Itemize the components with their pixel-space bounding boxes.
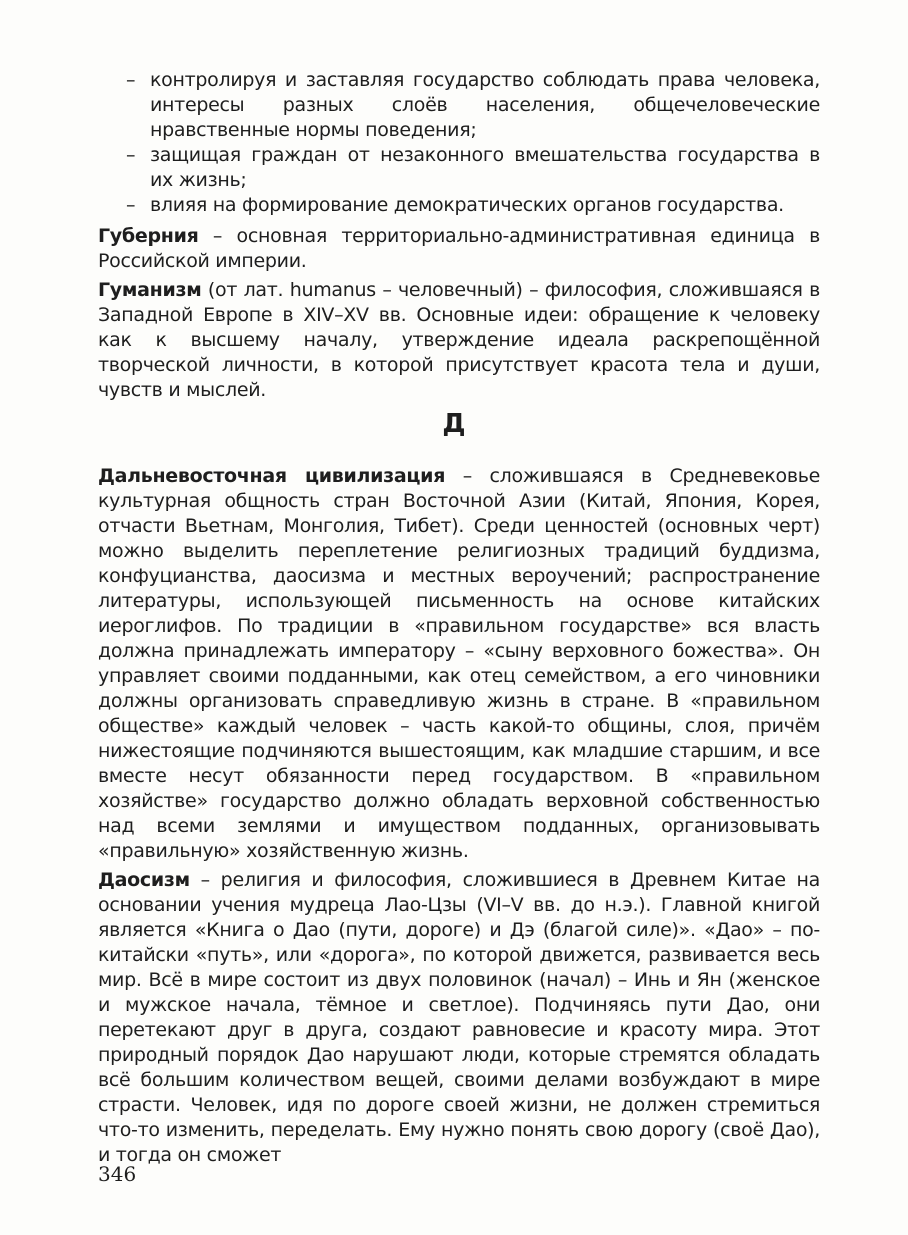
bullet-list bbox=[126, 68, 820, 218]
entry-term: Гуманизм bbox=[98, 279, 202, 301]
bullet-item bbox=[126, 193, 820, 218]
bullet-item bbox=[126, 143, 820, 193]
page-number: 346 bbox=[98, 1162, 137, 1186]
bullet-text: защищая граждан от незаконного вмешательства государства в их жизнь; bbox=[150, 144, 820, 191]
entry-definition: – основная территориально-административная единица в Российской империи. bbox=[98, 225, 820, 272]
entry-term: Дальневосточная цивилизация bbox=[98, 465, 446, 487]
glossary-section-g bbox=[98, 224, 820, 407]
glossary-section-d bbox=[98, 464, 820, 1172]
bullet-dash: – bbox=[126, 194, 136, 216]
bullet-dash: – bbox=[126, 144, 136, 166]
bullet-text: контролируя и заставляя государство соблюдать права человека, интересы разных слоёв населения, общечеловеческие нравственные нормы поведения; bbox=[150, 69, 820, 141]
glossary-entry-guberniya bbox=[98, 224, 820, 274]
entry-definition: – религия и философия, сложившиеся в Древнем Китае на основании учения мудреца Лао-Цзы (VI–V вв. до н.э.). Главной книгой является «Книга о Дао (пути, дороге) и Дэ (благой силе)». «Дао» – по-китайски «путь», или «дорога», по которой движется, развивается весь мир. Всё в мире состоит из двух половинок (начал) – Инь и Ян (женское и мужское начала, тёмное и светлое). Подчиняясь пути Дао, они перетекают друг в друга, создают равновесие и красоту мира. Этот природный порядок Дао нарушают люди, которые стремятся обладать всё большим количеством вещей, своими делами возбуждают в мире страсти. Человек, идя по дороге своей жизни, не должен стремиться что-то изменить, переделать. Ему нужно понять свою дорогу (своё Дао), и тогда он сможет bbox=[98, 869, 820, 1166]
bullet-item bbox=[126, 68, 820, 143]
entry-definition: – сложившаяся в Средневековье культурная общность стран Восточной Азии (Китай, Япония, Корея, отчасти Вьетнам, Монголия, Тибет). Среди ценностей (основных черт) можно выделить переплетение религиозных традиций буддизма, конфуцианства, даосизма и местных вероучений; распространение литературы, использующей письменность на основе китайских иероглифов. По традиции в «правильном государстве» вся власть должна принадлежать императору – «сыну верховного божества». Он управляет своими подданными, как отец семейством, а его чиновники должны организовать справедливую жизнь в стране. В «правильном обществе» каждый человек – часть какой-то общины, слоя, причём нижестоящие подчиняются вышестоящим, как младшие старшим, и все вместе несут обязанности перед государством. В «правильном хозяйстве» государство должно обладать верховной собственностью над всеми землями и имуществом подданных, организовывать «правильную» хозяйственную жизнь. bbox=[98, 465, 820, 862]
entry-term: Даосизм bbox=[98, 869, 190, 891]
bullet-text: влияя на формирование демократических органов государства. bbox=[150, 194, 784, 216]
glossary-entry-far-east-civilization bbox=[98, 464, 820, 864]
entry-term: Губерния bbox=[98, 225, 199, 247]
glossary-entry-daoism bbox=[98, 868, 820, 1168]
section-letter-heading: Д bbox=[442, 409, 466, 439]
glossary-entry-gumanizm bbox=[98, 278, 820, 403]
entry-definition: (от лат. humanus – человечный) – философия, сложившаяся в Западной Европе в XIV–XV вв. Основные идеи: обращение к человеку как к высшему началу, утверждение идеала раскрепощённой творческой личности, в которой присутствует красота тела и души, чувств и мыслей. bbox=[98, 279, 820, 401]
bullet-dash: – bbox=[126, 69, 136, 91]
